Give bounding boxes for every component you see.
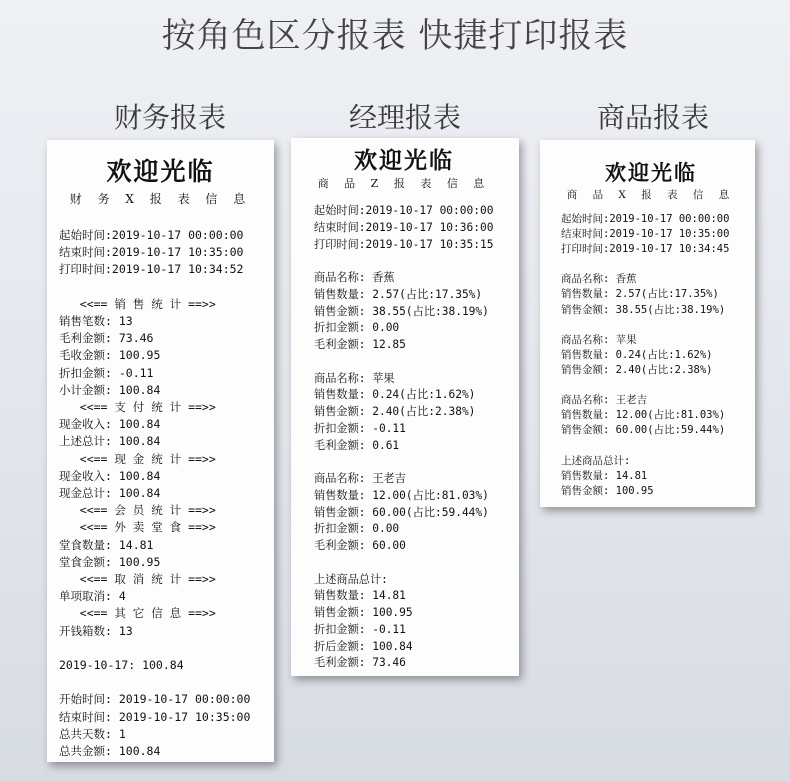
receipt-line: 结束时间: 2019-10-17 10:35:00 [59,709,251,724]
receipt-line: 销售数量: 12.00(占比:81.03%) [561,409,726,422]
receipt-line: 折后金额: 100.84 [314,639,413,653]
receipt-line: 开钱箱数: 13 [59,623,133,638]
receipt-line: 毛利金额: 73.46 [314,656,406,670]
receipt-line: 结束时间:2019-10-17 10:35:00 [59,245,244,260]
receipt-blank-line [59,640,274,657]
receipt-subtitle: 商 品 X 报 表 信 息 [566,189,736,201]
receipt-line: 销售数量: 14.81 [561,469,648,482]
receipt-line: 起始时间:2019-10-17 00:00:00 [561,213,730,225]
receipt-line: 销售金额: 2.40(占比:2.38%) [314,405,476,418]
receipt-blank-line [314,454,519,471]
receipt-blank-line [59,674,274,691]
receipt-line: 折扣金额: -0.11 [314,622,406,636]
receipt-line: 折扣金额: -0.11 [59,365,154,380]
receipt-line: 上述总计: 100.84 [59,434,161,449]
receipt-blank-line [314,354,519,371]
receipt-line: 销售金额: 38.55(占比:38.19%) [314,304,489,318]
receipt-line: 销售金额: 100.95 [561,484,654,497]
receipt-welcome: 欢迎光临 [354,147,454,174]
receipt-line: 起始时间:2019-10-17 00:00:00 [59,228,244,242]
receipt-line: <<== 现 金 统 计 ==>> [59,451,216,466]
receipt-line: 商品名称: 苹果 [561,333,637,346]
receipt-line: <<== 支 付 统 计 ==>> [59,400,216,415]
receipt-line: 毛利金额: 60.00 [314,539,406,552]
receipt-line: <<== 其 它 信 息 ==>> [59,606,216,621]
receipt-blank-line [561,318,755,333]
receipt-line: 现金收入: 100.84 [59,417,161,432]
receipt-line: 打印时间:2019-10-17 10:35:15 [314,237,494,251]
receipt-line: 折扣金额: 0.00 [314,321,400,335]
receipt-line: 单项取消: 4 [59,589,126,604]
receipt-blank-line [561,378,755,393]
receipt-blank-line [314,555,519,572]
receipt-line: 商品名称: 苹果 [314,371,395,385]
receipt-line: 结束时间:2019-10-17 10:35:00 [561,228,730,241]
receipt-subtitle: 商 品 Z 报 表 信 息 [317,177,491,190]
finance-receipt [47,140,274,762]
receipt-line: 起始时间:2019-10-17 00:00:00 [314,204,494,217]
receipt-line: 销售数量: 0.24(占比:1.62%) [561,348,713,361]
receipt-line: 现金收入: 100.84 [59,468,161,483]
receipt-line: 商品名称: 王老吉 [314,472,406,485]
manager-report-title: 经理报表 [348,101,461,134]
receipt-line: 毛利金额: 73.46 [59,331,154,346]
receipt-blank-line [59,279,274,296]
receipt-line: <<== 销 售 统 计 ==>> [59,296,216,311]
receipt-line: 销售数量: 2.57(占比:17.35%) [561,288,719,301]
page-headline: 按角色区分报表 快捷打印报表 [161,16,629,56]
receipt-lines [59,227,274,760]
receipt-line: 堂食数量: 14.81 [59,537,154,552]
receipt-line: 销售笔数: 13 [59,314,133,329]
receipt-welcome: 欢迎光临 [605,160,697,185]
receipt-line: 打印时间:2019-10-17 10:34:45 [561,243,730,256]
receipt-line: 总共金额: 100.84 [59,744,161,759]
receipt-line: 折扣金额: 0.00 [314,522,400,536]
receipt-lines [561,212,755,499]
receipt-line: 堂食金额: 100.95 [59,554,161,569]
receipt-line: 开始时间: 2019-10-17 00:00:00 [59,692,251,707]
receipt-line: 毛利金额: 12.85 [314,338,406,351]
receipt-blank-line [561,438,755,453]
receipt-blank-line [561,257,755,272]
receipt-subtitle: 财 务 X 报 表 信 息 [69,192,252,206]
receipt-line: <<== 会 员 统 计 ==>> [59,503,216,518]
goods-receipt [540,140,755,507]
receipt-line: 商品名称: 王老吉 [561,394,648,407]
receipt-line: 折扣金额: -0.11 [314,421,406,435]
receipt-line: 销售金额: 60.00(占比:59.44%) [314,505,489,519]
receipt-line: 小计金额: 100.84 [59,382,161,397]
receipt-blank-line [314,253,519,270]
receipt-line: 打印时间:2019-10-17 10:34:52 [59,262,244,277]
receipt-line: 销售金额: 2.40(占比:2.38%) [561,363,713,376]
goods-report-title: 商品报表 [596,101,709,134]
receipt-line: 2019-10-17: 100.84 [59,658,184,673]
receipt-line: 毛利金额: 0.61 [314,438,400,452]
receipt-line: 商品名称: 香蕉 [314,271,395,284]
receipt-line: 总共天数: 1 [59,726,126,741]
receipt-welcome: 欢迎光临 [106,157,215,186]
receipt-line: 销售数量: 2.57(占比:17.35%) [314,287,483,301]
manager-receipt [291,138,519,676]
receipt-line: 商品名称: 香蕉 [561,273,637,286]
receipt-line: 结束时间:2019-10-17 10:36:00 [314,220,494,234]
receipt-line: 上述商品总计: [314,572,388,586]
receipt-line: 销售数量: 0.24(占比:1.62%) [314,388,476,402]
finance-report-title: 财务报表 [113,101,226,134]
receipt-line: 销售数量: 12.00(占比:81.03%) [314,488,489,502]
receipt-lines [314,203,519,672]
receipt-line: 销售金额: 38.55(占比:38.19%) [561,303,726,316]
receipt-line: 销售数量: 14.81 [314,589,406,603]
receipt-line: <<== 外 卖 堂 食 ==>> [59,520,216,535]
receipt-line: 毛收金额: 100.95 [59,348,161,363]
receipt-line: 现金总计: 100.84 [59,486,161,501]
receipt-line: <<== 取 消 统 计 ==>> [59,572,216,587]
receipt-line: 销售金额: 60.00(占比:59.44%) [561,424,726,437]
receipt-line: 销售金额: 100.95 [314,606,413,619]
receipt-line: 上述商品总计: [561,454,631,467]
